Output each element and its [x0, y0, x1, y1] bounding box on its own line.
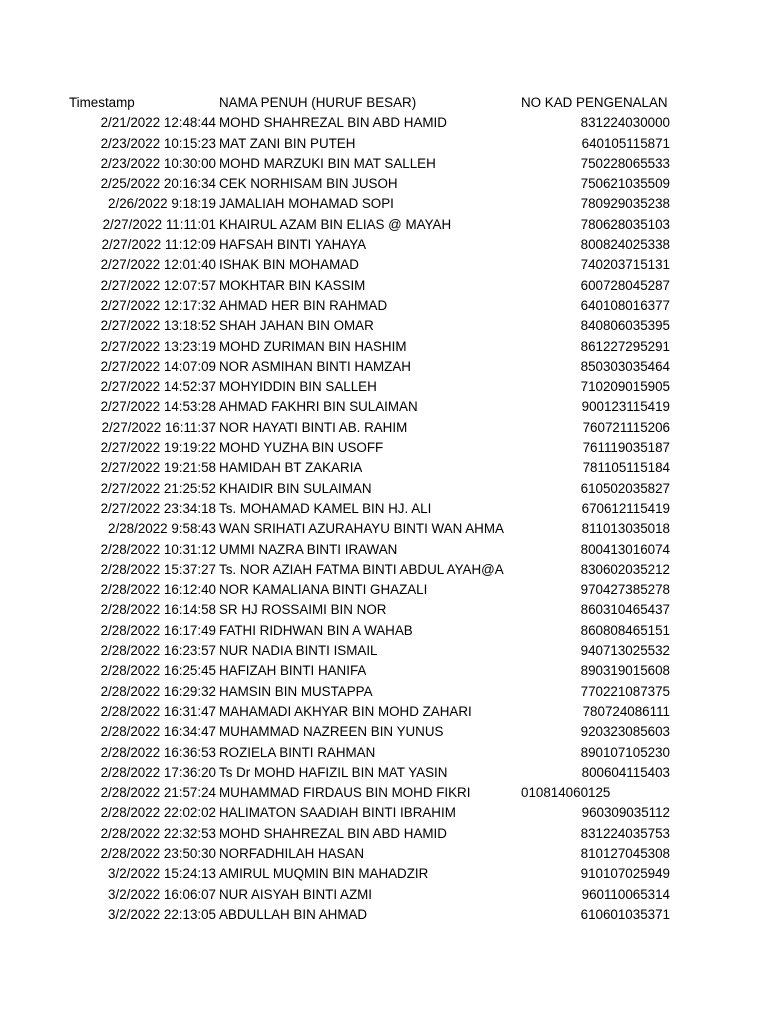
table-row [0, 458, 768, 478]
table-row [0, 357, 768, 377]
table-row [0, 235, 768, 255]
ic-number-cell: 861227295291 [580, 338, 670, 354]
ic-number-cell: 960309035112 [581, 805, 670, 821]
table-row [0, 661, 768, 681]
timestamp-cell: 2/28/2022 16:14:58 [100, 602, 216, 618]
full-name-cell: MAT ZANI BIN PUTEH [219, 135, 356, 151]
table-row [0, 540, 768, 560]
timestamp-cell: 2/28/2022 16:31:47 [100, 703, 216, 719]
table-row [0, 621, 768, 641]
full-name-cell: FATHI RIDHWAN BIN A WAHAB [219, 622, 413, 638]
timestamp-cell: 2/27/2022 13:18:52 [100, 318, 216, 334]
full-name-cell: Ts Dr MOHD HAFIZIL BIN MAT YASIN [219, 764, 448, 780]
timestamp-cell: 2/27/2022 23:34:18 [100, 500, 216, 516]
full-name-cell: HALIMATON SAADIAH BINTI IBRAHIM [219, 805, 456, 821]
timestamp-cell: 2/27/2022 12:01:40 [100, 257, 216, 273]
full-name-cell: NOR ASMIHAN BINTI HAMZAH [219, 358, 411, 374]
full-name-cell: MUHAMMAD FIRDAUS BIN MOHD FIKRI [219, 785, 471, 801]
full-name-cell: UMMI NAZRA BINTI IRAWAN [219, 541, 398, 557]
ic-number-cell: 900123115419 [581, 399, 670, 415]
full-name-cell: HAFSAH BINTI YAHAYA [219, 237, 367, 253]
timestamp-cell: 2/27/2022 14:53:28 [100, 399, 216, 415]
full-name-cell: AHMAD HER BIN RAHMAD [219, 297, 388, 313]
ic-number-cell: 970427385278 [580, 582, 670, 598]
table-row [0, 560, 768, 580]
table-row [0, 743, 768, 763]
ic-number-cell: 960110065314 [581, 886, 670, 902]
timestamp-cell: 3/2/2022 22:13:05 [108, 906, 216, 922]
full-name-cell: MOHD YUZHA BIN USOFF [219, 440, 384, 456]
full-name-cell: MUHAMMAD NAZREEN BIN YUNUS [219, 724, 444, 740]
timestamp-cell: 2/28/2022 10:31:12 [100, 541, 216, 557]
ic-number-cell: 940713025532 [580, 643, 670, 659]
ic-number-cell: 831224030000 [580, 115, 670, 131]
table-row [0, 377, 768, 397]
ic-number-cell: 710209015905 [580, 379, 670, 395]
table-row [0, 783, 768, 803]
ic-number-cell: 740203715131 [580, 257, 670, 273]
timestamp-cell: 2/28/2022 16:25:45 [100, 663, 216, 679]
table-row [0, 134, 768, 154]
full-name-cell: SR HJ ROSSAIMI BIN NOR [219, 602, 387, 618]
timestamp-cell: 2/27/2022 19:21:58 [100, 460, 216, 476]
ic-number-cell: 761119035187 [582, 440, 670, 456]
timestamp-cell: 2/23/2022 10:30:00 [100, 155, 216, 171]
ic-number-cell: 920323085603 [580, 724, 670, 740]
table-row [0, 296, 768, 316]
full-name-cell: ROZIELA BINTI RAHMAN [219, 744, 376, 760]
full-name-cell: AMIRUL MUQMIN BIN MAHADZIR [219, 866, 429, 882]
timestamp-cell: 2/28/2022 21:57:24 [100, 785, 216, 801]
ic-number-cell: 781105115184 [582, 460, 670, 476]
timestamp-cell: 2/28/2022 16:36:53 [100, 744, 216, 760]
table-row [0, 824, 768, 844]
table-body [0, 113, 768, 925]
timestamp-cell: 2/28/2022 9:58:43 [108, 521, 216, 537]
table-row [0, 337, 768, 357]
ic-number-cell: 811013035018 [581, 521, 670, 537]
timestamp-cell: 2/28/2022 16:17:49 [100, 622, 216, 638]
ic-number-cell: 600728045287 [580, 277, 670, 293]
table-row [0, 255, 768, 275]
timestamp-cell: 2/28/2022 16:12:40 [100, 582, 216, 598]
table-row [0, 276, 768, 296]
ic-number-cell: 800413016074 [580, 541, 670, 557]
full-name-cell: KHAIRUL AZAM BIN ELIAS @ MAYAH [219, 216, 452, 232]
table-row [0, 722, 768, 742]
full-name-cell: NOR KAMALIANA BINTI GHAZALI [219, 582, 428, 598]
table-row [0, 885, 768, 905]
timestamp-cell: 2/27/2022 14:07:09 [100, 358, 216, 374]
timestamp-cell: 2/27/2022 11:11:01 [102, 216, 216, 232]
full-name-cell: ABDULLAH BIN AHMAD [219, 906, 368, 922]
ic-number-cell: 010814060125 [521, 785, 611, 801]
full-name-cell: KHAIDIR BIN SULAIMAN [219, 480, 372, 496]
table-row [0, 580, 768, 600]
table-row [0, 174, 768, 194]
timestamp-cell: 2/23/2022 10:15:23 [100, 135, 216, 151]
timestamp-cell: 2/28/2022 22:32:53 [100, 825, 216, 841]
spreadsheet-table [0, 93, 768, 925]
timestamp-cell: 2/27/2022 12:17:32 [100, 297, 216, 313]
table-row [0, 682, 768, 702]
timestamp-cell: 2/27/2022 12:07:57 [100, 277, 216, 293]
table-row [0, 905, 768, 925]
ic-number-cell: 830602035212 [580, 561, 670, 577]
ic-number-cell: 890107105230 [580, 744, 670, 760]
table-row [0, 154, 768, 174]
timestamp-cell: 2/26/2022 9:18:19 [108, 196, 216, 212]
timestamp-cell: 3/2/2022 16:06:07 [108, 886, 216, 902]
full-name-cell: CEK NORHISAM BIN JUSOH [219, 176, 398, 192]
ic-number-cell: 800604115403 [581, 764, 670, 780]
table-row [0, 215, 768, 235]
table-row [0, 418, 768, 438]
table-row [0, 702, 768, 722]
table-row [0, 316, 768, 336]
ic-number-cell: 670612115419 [581, 500, 670, 516]
header-ic-number: NO KAD PENGENALAN [521, 95, 668, 110]
full-name-cell: MOHD SHAHREZAL BIN ABD HAMID [219, 825, 447, 841]
ic-number-cell: 770221087375 [580, 683, 670, 699]
full-name-cell: MAHAMADI AKHYAR BIN MOHD ZAHARI [219, 703, 472, 719]
full-name-cell: ISHAK BIN MOHAMAD [219, 257, 359, 273]
table-row [0, 113, 768, 133]
full-name-cell: HAFIZAH BINTI HANIFA [219, 663, 367, 679]
ic-number-cell: 831224035753 [580, 825, 670, 841]
ic-number-cell: 800824025338 [580, 237, 670, 253]
full-name-cell: MOKHTAR BIN KASSIM [219, 277, 366, 293]
timestamp-cell: 2/27/2022 11:12:09 [101, 237, 216, 253]
ic-number-cell: 750228065533 [580, 155, 670, 171]
table-row [0, 844, 768, 864]
full-name-cell: MOHYIDDIN BIN SALLEH [219, 379, 377, 395]
timestamp-cell: 2/27/2022 19:19:22 [100, 440, 216, 456]
ic-number-cell: 780929035238 [580, 196, 670, 212]
full-name-cell: JAMALIAH MOHAMAD SOPI [219, 196, 394, 212]
table-row [0, 803, 768, 823]
ic-number-cell: 810127045308 [580, 845, 670, 861]
ic-number-cell: 860808465151 [580, 622, 670, 638]
full-name-cell: MOHD MARZUKI BIN MAT SALLEH [219, 155, 436, 171]
full-name-cell: WAN SRIHATI AZURAHAYU BINTI WAN AHMA [219, 521, 504, 537]
table-row [0, 479, 768, 499]
ic-number-cell: 910107025949 [580, 866, 670, 882]
ic-number-cell: 640108016377 [580, 297, 670, 313]
ic-number-cell: 610502035827 [580, 480, 670, 496]
table-row [0, 600, 768, 620]
timestamp-cell: 2/21/2022 12:48:44 [100, 115, 216, 131]
full-name-cell: NUR NADIA BINTI ISMAIL [219, 643, 378, 659]
timestamp-cell: 2/27/2022 16:11:37 [101, 419, 216, 435]
timestamp-cell: 2/28/2022 16:23:57 [100, 643, 216, 659]
timestamp-cell: 2/28/2022 15:37:27 [100, 561, 216, 577]
header-full-name: NAMA PENUH (HURUF BESAR) [219, 95, 417, 110]
timestamp-cell: 2/28/2022 16:34:47 [100, 724, 216, 740]
ic-number-cell: 850303035464 [580, 358, 670, 374]
full-name-cell: Ts. NOR AZIAH FATMA BINTI ABDUL AYAH@A [219, 561, 504, 577]
full-name-cell: MOHD ZURIMAN BIN HASHIM [219, 338, 407, 354]
ic-number-cell: 860310465437 [580, 602, 670, 618]
ic-number-cell: 780724086111 [582, 703, 670, 719]
timestamp-cell: 2/27/2022 13:23:19 [100, 338, 216, 354]
full-name-cell: MOHD SHAHREZAL BIN ABD HAMID [219, 115, 447, 131]
full-name-cell: NUR AISYAH BINTI AZMI [219, 886, 373, 902]
header-timestamp: Timestamp [69, 95, 135, 110]
timestamp-cell: 2/27/2022 14:52:37 [100, 379, 216, 395]
full-name-cell: Ts. MOHAMAD KAMEL BIN HJ. ALI [219, 500, 432, 516]
ic-number-cell: 760721115206 [582, 419, 670, 435]
timestamp-cell: 2/28/2022 17:36:20 [100, 764, 216, 780]
full-name-cell: AHMAD FAKHRI BIN SULAIMAN [219, 399, 418, 415]
table-row [0, 397, 768, 417]
full-name-cell: HAMIDAH BT ZAKARIA [219, 460, 363, 476]
ic-number-cell: 780628035103 [580, 216, 670, 232]
full-name-cell: SHAH JAHAN BIN OMAR [219, 318, 374, 334]
full-name-cell: NORFADHILAH HASAN [219, 845, 365, 861]
timestamp-cell: 2/27/2022 21:25:52 [100, 480, 216, 496]
timestamp-cell: 2/28/2022 23:50:30 [100, 845, 216, 861]
table-row [0, 438, 768, 458]
timestamp-cell: 2/28/2022 22:02:02 [100, 805, 216, 821]
full-name-cell: HAMSIN BIN MUSTAPPA [219, 683, 373, 699]
table-row [0, 641, 768, 661]
table-row [0, 499, 768, 519]
table-row [0, 194, 768, 214]
timestamp-cell: 3/2/2022 15:24:13 [108, 866, 216, 882]
ic-number-cell: 610601035371 [580, 906, 670, 922]
table-row [0, 519, 768, 539]
timestamp-cell: 2/25/2022 20:16:34 [100, 176, 216, 192]
ic-number-cell: 890319015608 [580, 663, 670, 679]
full-name-cell: NOR HAYATI BINTI AB. RAHIM [219, 419, 408, 435]
header-row [0, 93, 768, 113]
table-row [0, 763, 768, 783]
table-row [0, 864, 768, 884]
ic-number-cell: 640105115871 [581, 135, 670, 151]
ic-number-cell: 840806035395 [580, 318, 670, 334]
timestamp-cell: 2/28/2022 16:29:32 [100, 683, 216, 699]
ic-number-cell: 750621035509 [580, 176, 670, 192]
